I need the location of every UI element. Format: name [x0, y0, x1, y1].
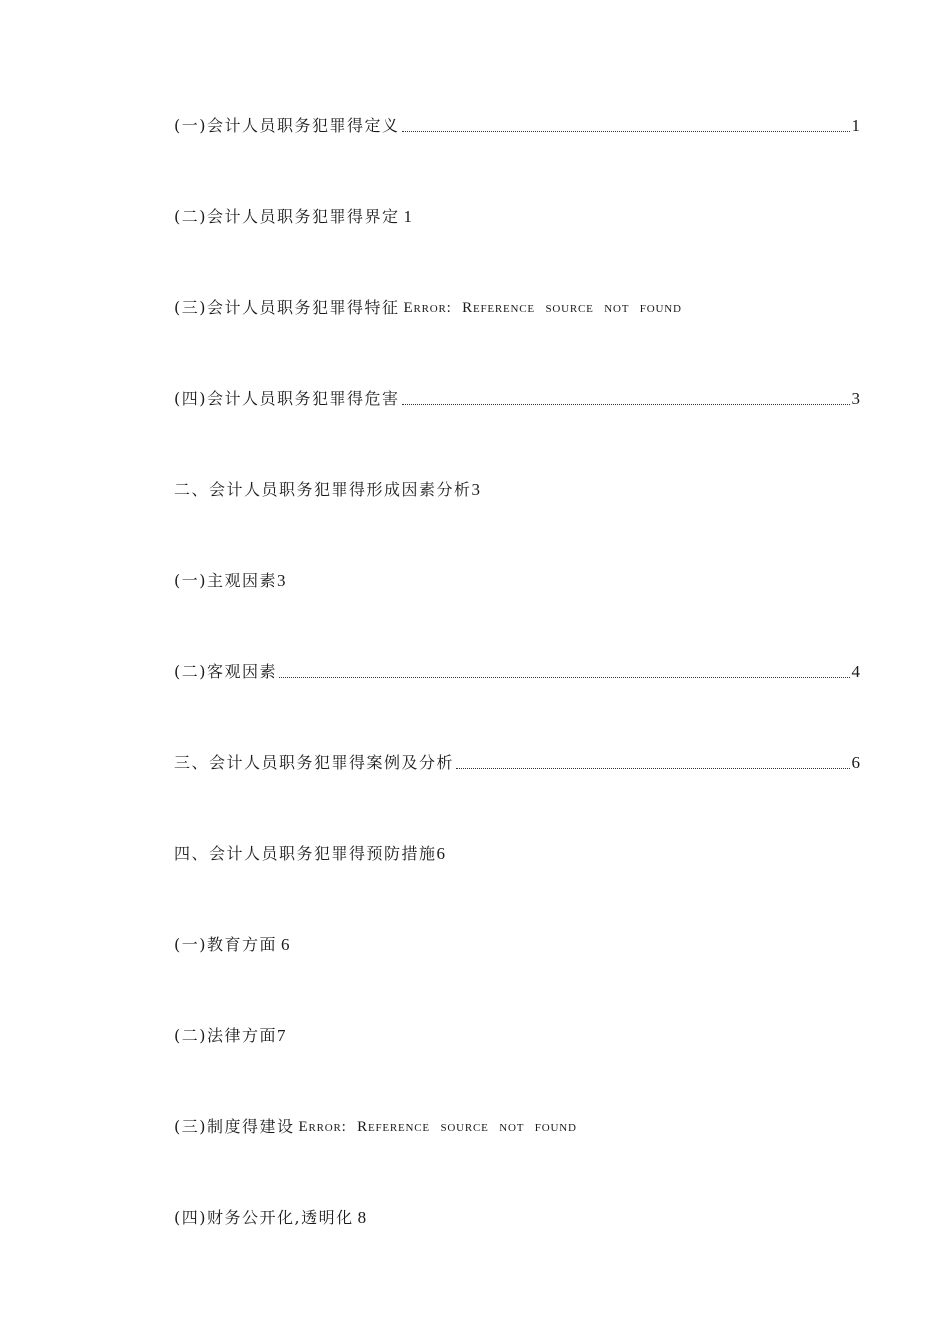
toc-dot-leader — [456, 767, 849, 769]
toc-entry-title: (三)制度得建设 — [174, 1117, 295, 1136]
toc-page-number: 8 — [357, 1208, 367, 1227]
toc-entry[interactable] — [174, 567, 286, 591]
toc-entry-title: 四、会计人员职务犯罪得预防措施 — [174, 844, 437, 863]
toc-dot-leader — [402, 130, 850, 132]
toc-entry[interactable] — [174, 1204, 366, 1228]
toc-entry[interactable] — [174, 112, 860, 136]
toc-page-number: 1 — [851, 116, 860, 135]
toc-entry[interactable] — [174, 1022, 286, 1046]
toc-page-number: 7 — [277, 1026, 286, 1045]
toc-page-number: 3 — [471, 480, 481, 499]
toc-page-number: 6 — [851, 753, 860, 772]
toc-page-number: 6 — [281, 935, 290, 954]
toc-entry[interactable] — [174, 294, 682, 318]
toc-page-number: 6 — [436, 844, 446, 863]
toc-entry-title: (一)教育方面 — [174, 935, 277, 954]
toc-reference-error: Error: Reference source not found — [298, 1119, 577, 1135]
toc-entry[interactable] — [174, 203, 412, 227]
toc-page-number: 4 — [851, 662, 860, 681]
toc-dot-leader — [402, 403, 850, 405]
toc-page-number: 3 — [277, 571, 286, 590]
toc-entry[interactable] — [174, 658, 860, 682]
toc-reference-error: Error: Reference source not found — [403, 300, 682, 316]
toc-dot-leader — [279, 676, 850, 678]
toc-entry[interactable] — [174, 1113, 577, 1137]
toc-entry-title: (三)会计人员职务犯罪得特征 — [174, 298, 400, 317]
toc-entry-title: 三、会计人员职务犯罪得案例及分析 — [174, 753, 455, 772]
toc-entry[interactable] — [174, 749, 860, 773]
toc-entry-title: 二、会计人员职务犯罪得形成因素分析 — [174, 480, 472, 499]
toc-entry[interactable] — [174, 840, 445, 864]
toc-entry[interactable] — [174, 931, 290, 955]
toc-page-number: 3 — [851, 389, 860, 408]
toc-entry-title: (二)客观因素 — [174, 662, 277, 681]
toc-entry-title: (二)会计人员职务犯罪得界定 — [174, 207, 400, 226]
toc-entry-title: (二)法律方面 — [174, 1026, 277, 1045]
toc-page-number: 1 — [403, 207, 412, 226]
toc-entry-title: (一)主观因素 — [174, 571, 277, 590]
toc-entry-title: (四)财务公开化,透明化 — [174, 1208, 354, 1227]
toc-entry-title: (一)会计人员职务犯罪得定义 — [174, 116, 400, 135]
toc-entry[interactable] — [174, 476, 480, 500]
toc-entry-title: (四)会计人员职务犯罪得危害 — [174, 389, 400, 408]
toc-entry[interactable] — [174, 385, 860, 409]
